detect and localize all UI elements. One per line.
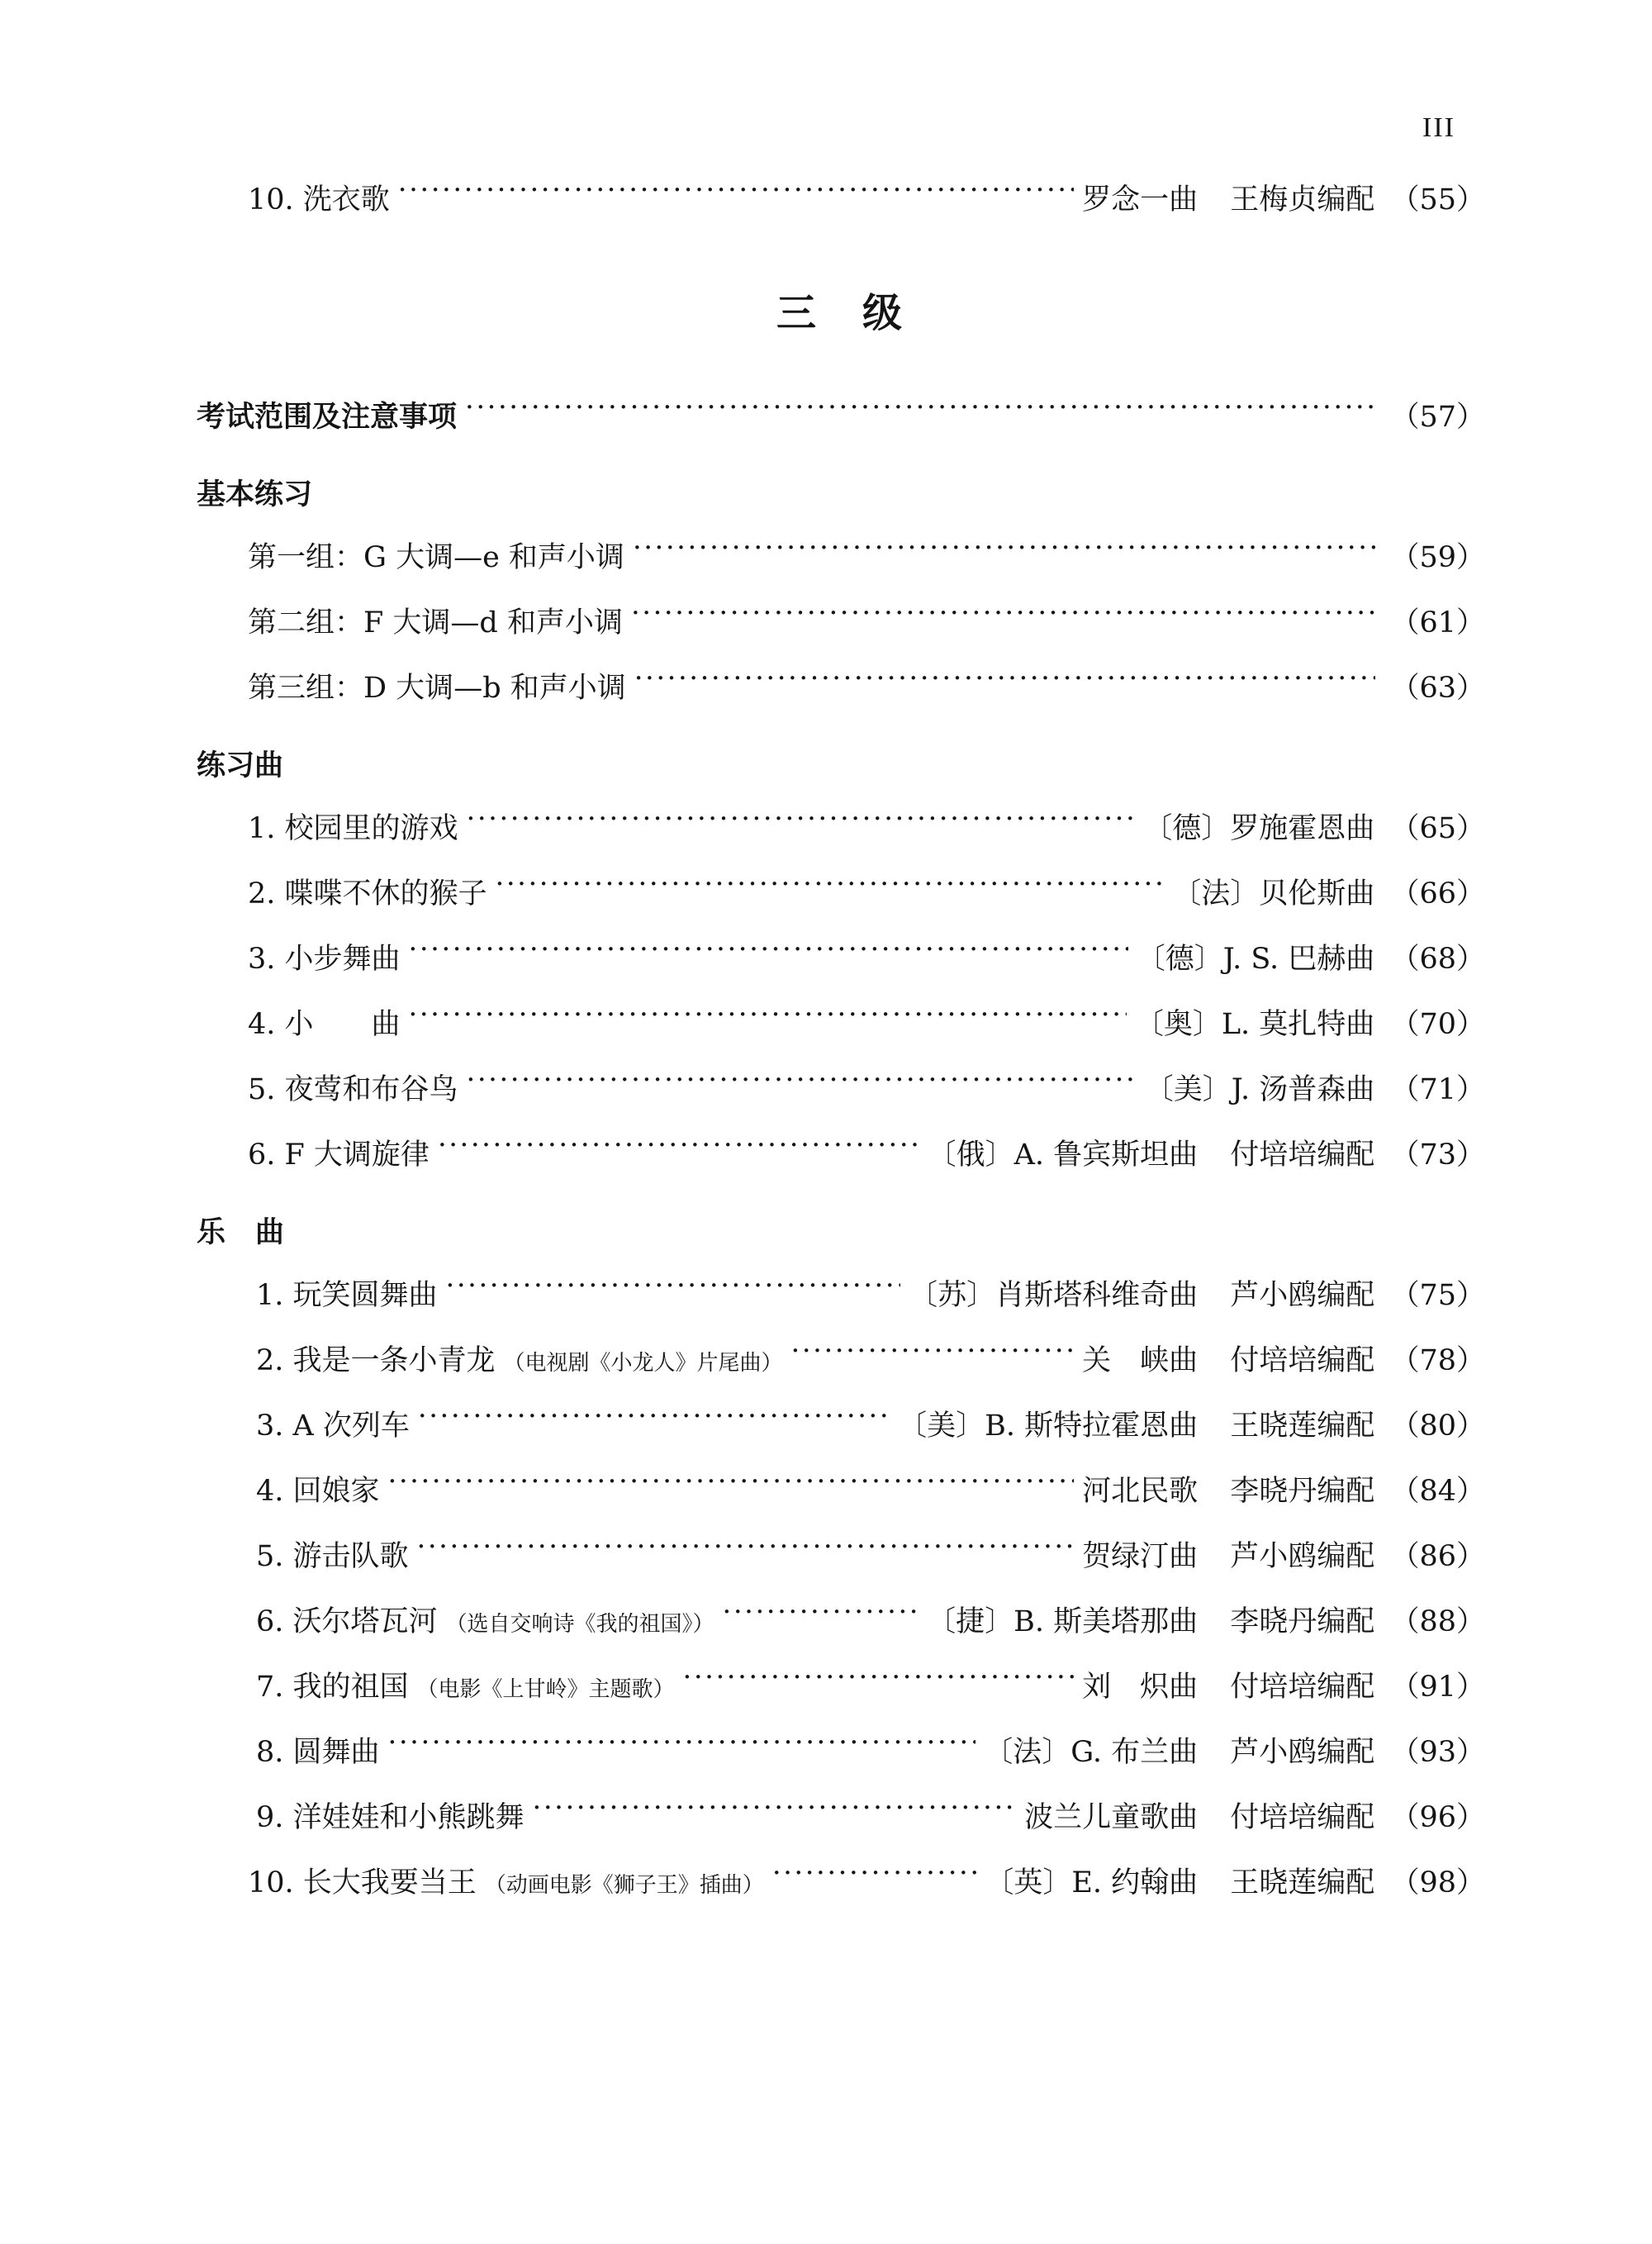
entry-page: （98） [1390,1866,1485,1899]
toc-entry-exam-scope[interactable] [197,397,1485,432]
entry-tail [1074,1540,1485,1573]
entry-arranger: 付培培编配 [1230,1344,1375,1377]
entry-page: （55） [1390,183,1485,216]
entry-composer: 〔美〕B. 斯特拉霍恩曲 [898,1410,1199,1443]
entry-tail [1375,674,1485,703]
entry-arranger: 李晓丹编配 [1230,1475,1375,1508]
entry-tail [1127,1010,1485,1039]
toc-entry-carryover[interactable] [248,180,1485,215]
entry-tail [919,1605,1485,1638]
toc-entry-piece-4[interactable] [256,1471,1485,1506]
dot-leader [467,1070,1137,1099]
toc-entry-piece-1[interactable] [256,1276,1485,1310]
entry-page: （71） [1390,1073,1485,1106]
grade-heading-char1: 三 [776,290,819,336]
entry-tail [1074,1673,1485,1702]
entry-title: 6. 沃尔塔瓦河 [256,1605,438,1638]
entry-page: （91） [1390,1671,1485,1704]
entry-page: （96） [1390,1801,1485,1834]
entry-page: （84） [1390,1475,1485,1508]
entry-arranger: 付培培编配 [1230,1671,1375,1704]
entry-composer: 波兰儿童歌曲 [1024,1801,1199,1834]
entry-page: （78） [1390,1344,1485,1377]
entry-title: 1. 玩笑圆舞曲 [256,1279,438,1312]
entry-composer: 〔捷〕B. 斯美塔那曲 [927,1605,1199,1638]
entry-page: （80） [1390,1410,1485,1443]
entry-page: （63） [1390,672,1485,705]
entry-arranger: 付培培编配 [1230,1139,1375,1172]
entry-tail [1135,812,1485,845]
entry-arranger: 付培培编配 [1230,1801,1375,1834]
dot-leader [634,668,1376,697]
entry-composer: 〔德〕罗施霍恩曲 [1143,812,1375,845]
entry-title: 2. 喋喋不休的猴子 [248,877,487,910]
toc-entry-etude-2[interactable] [248,874,1485,909]
toc-entry-etude-1[interactable] [248,809,1485,844]
entry-subtitle: （电影《上甘岭》主题歌） [416,1677,675,1702]
entry-tail [1016,1801,1485,1834]
entry-title: 3. A 次列车 [256,1410,410,1443]
entry-page: （65） [1390,812,1485,845]
entry-title: 6. F 大调旋律 [248,1139,430,1172]
toc-entry-etude-3[interactable] [248,939,1485,974]
entry-subtitle: （电视剧《小龙人》片尾曲） [503,1351,783,1376]
entry-arranger: 王晓莲编配 [1230,1866,1375,1899]
entry-tail [1375,541,1485,574]
dot-leader [496,874,1165,903]
entry-title: 8. 圆舞曲 [256,1736,380,1769]
entry-page: （75） [1390,1279,1485,1312]
dot-leader [633,538,1376,567]
entry-page: （93） [1390,1736,1485,1769]
section-heading-char1: 乐 [197,1216,226,1249]
toc-entry-piece-10[interactable] [248,1863,1485,1898]
entry-tail [900,1281,1485,1310]
entry-composer: 〔苏〕肖斯塔科维奇曲 [909,1279,1199,1312]
dot-leader [409,1005,1127,1034]
dot-leader [631,603,1376,632]
entry-composer: 关 峡曲 [1082,1344,1199,1377]
entry-composer: 〔法〕G. 布兰曲 [984,1736,1199,1769]
entry-title: 9. 洋娃娃和小熊跳舞 [256,1801,525,1834]
entry-tail [976,1738,1485,1767]
entry-page: （86） [1390,1540,1485,1573]
entry-page: （57） [1390,401,1485,434]
entry-tail [1375,606,1485,639]
entry-tail [1375,403,1485,432]
entry-title: 7. 我的祖国 [256,1671,409,1704]
entry-title: 10. 洗衣歌 [248,183,390,216]
entry-title: 3. 小步舞曲 [248,943,401,976]
entry-arranger: 芦小鸥编配 [1230,1279,1375,1312]
toc-entry-etude-6[interactable] [248,1135,1485,1170]
toc-entry-piece-2[interactable] [256,1341,1485,1376]
entry-composer: 河北民歌 [1082,1475,1199,1508]
dot-leader [388,1471,1075,1500]
entry-tail [1074,1477,1485,1506]
entry-page: （66） [1390,877,1485,910]
entry-title: 第一组：G 大调—e 和声小调 [248,541,624,574]
entry-page: （88） [1390,1605,1485,1638]
entry-subtitle: （动画电影《狮子王》插曲） [484,1873,764,1898]
dot-leader [791,1341,1075,1370]
entry-title: 5. 夜莺和布谷鸟 [248,1073,458,1106]
entry-arranger: 王晓莲编配 [1230,1410,1375,1443]
section-heading-pieces [197,1216,1485,1249]
entry-arranger: 李晓丹编配 [1230,1605,1375,1638]
entry-title: 10. 长大我要当王 [248,1866,477,1899]
entry-composer: 罗念一曲 [1082,183,1199,216]
entry-composer: 〔美〕J. 汤普森曲 [1144,1073,1375,1106]
dot-leader [467,809,1136,838]
entry-title: 4. 回娘家 [256,1475,380,1508]
entry-arranger: 王梅贞编配 [1230,183,1375,216]
entry-arranger: 芦小鸥编配 [1230,1540,1375,1573]
dot-leader [772,1863,977,1892]
toc-entry-basic-1[interactable] [248,538,1485,573]
toc-entry-piece-6[interactable] [256,1602,1485,1637]
toc-entry-basic-2[interactable] [248,603,1485,638]
entry-tail [1074,1344,1485,1377]
dot-leader [438,1135,919,1164]
entry-tail [976,1866,1485,1899]
entry-composer: 〔法〕贝伦斯曲 [1172,877,1375,910]
dot-leader [465,397,1375,426]
entry-title: 5. 游击队歌 [256,1540,409,1573]
entry-tail [919,1141,1485,1170]
entry-tail [1137,1073,1485,1106]
entry-composer: 〔英〕E. 约翰曲 [985,1866,1199,1899]
grade-heading-char2: 级 [862,290,906,336]
dot-leader [409,939,1128,968]
entry-subtitle: （选自交响诗《我的祖国》） [445,1612,714,1637]
entry-composer: 刘 炽曲 [1082,1671,1199,1704]
entry-composer: 〔奥〕L. 莫扎特曲 [1134,1008,1375,1041]
dot-leader [446,1276,901,1305]
entry-tail [890,1412,1485,1441]
toc-entry-etude-5[interactable] [248,1070,1485,1105]
entry-title: 第三组：D 大调—b 和声小调 [248,672,626,705]
entry-arranger: 芦小鸥编配 [1230,1736,1375,1769]
dot-leader [533,1798,1017,1827]
dot-leader [683,1667,1075,1696]
entry-page: （59） [1390,541,1485,574]
toc-entry-piece-8[interactable] [256,1733,1485,1767]
entry-tail [1164,877,1485,910]
entry-composer: 〔俄〕A. 鲁宾斯坦曲 [927,1139,1199,1172]
dot-leader [417,1537,1075,1566]
entry-page: （68） [1390,943,1485,976]
toc-content [197,180,1485,1928]
dot-leader [388,1733,976,1761]
entry-composer: 贺绿汀曲 [1082,1540,1199,1573]
toc-entry-basic-3[interactable] [248,668,1485,703]
dot-leader [418,1406,890,1435]
grade-heading [197,281,1485,338]
entry-page: （70） [1390,1008,1485,1041]
section-heading-basic-exercises: 基本练习 [197,478,313,511]
entry-tail [1128,945,1485,974]
toc-entry-piece-5[interactable] [256,1537,1485,1571]
toc-entry-etude-4[interactable] [248,1005,1485,1039]
dot-leader [723,1602,919,1631]
entry-title: 2. 我是一条小青龙 [256,1344,496,1377]
entry-composer: 〔德〕J. S. 巴赫曲 [1136,943,1375,976]
entry-title: 1. 校园里的游戏 [248,812,458,845]
entry-title: 第二组：F 大调—d 和声小调 [248,606,623,639]
entry-title: 4. 小 曲 [248,1008,401,1041]
dot-leader [398,180,1074,209]
toc-entry-piece-9[interactable] [256,1798,1485,1833]
page-number: III [1422,112,1455,143]
entry-title: 考试范围及注意事项 [197,401,458,434]
toc-entry-piece-7[interactable] [256,1667,1485,1702]
entry-tail [1074,183,1485,216]
section-heading-char2: 曲 [255,1216,285,1249]
entry-page: （73） [1390,1139,1485,1172]
toc-entry-piece-3[interactable] [256,1406,1485,1441]
entry-page: （61） [1390,606,1485,639]
section-heading-etudes: 练习曲 [197,749,284,782]
